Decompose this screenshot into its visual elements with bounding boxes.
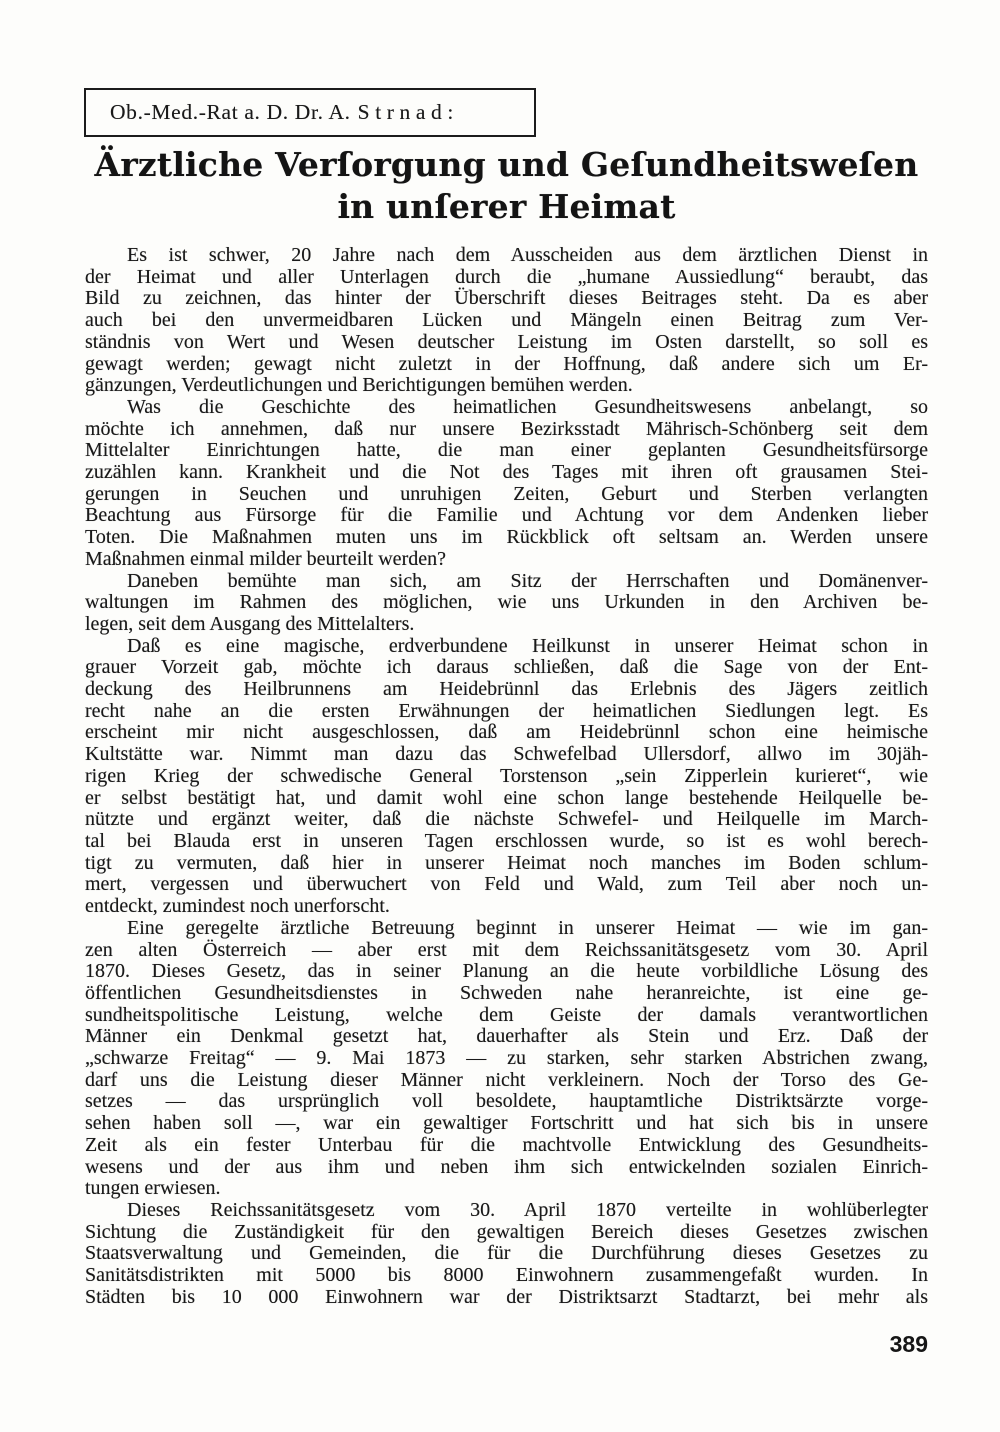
text-line: Toten. Die Maßnahmen muten uns im Rückblick oft seltsam an. Werden unsere — [85, 526, 928, 549]
text-line: grauer Vorzeit gab, möchte ich daraus schließen, daß die Sage von der Ent- — [85, 656, 928, 679]
paragraph — [85, 571, 928, 636]
text-line: Eine geregelte ärztliche Betreuung beginnt in unserer Heimat — wie im gan- — [127, 916, 928, 939]
text-line: ständnis von Wert und Wesen deutscher Leistung im Osten darstellt, so soll es — [85, 330, 928, 353]
text-line: Städten bis 10 000 Einwohnern war der Distriktsarzt Stadtarzt, bei mehr als — [85, 1285, 928, 1308]
text-line: zen alten Österreich — aber erst mit dem Reichssanitätsgesetz vom 30. April — [85, 938, 928, 961]
text-line: 1870. Dieses Gesetz, das in seiner Planung an die heute vorbildliche Lösung des — [85, 960, 928, 983]
text-line: möchte ich annehmen, daß nur unsere Bezirksstadt Mährisch-Schönberg seit dem — [85, 417, 928, 440]
text-line: gerungen in Seuchen und unruhigen Zeiten, Geburt und Sterben verlangten — [85, 482, 928, 505]
text-line: mert, vergessen und überwuchert von Feld und Wald, zum Teil aber noch un- — [85, 873, 928, 896]
text-line: tal bei Blauda erst in unseren Tagen erschlossen wurde, so ist es wohl berech- — [85, 829, 928, 852]
text-line: Dieses Reichssanitätsgesetz vom 30. April 1870 verteilte in wohlüberlegter — [127, 1198, 928, 1221]
article-title-line-1: Ärztliche Verſorgung und Geſundheitsweſen — [94, 145, 919, 184]
text-line: Mittelalter Einrichtungen hatte, die man einer geplanten Gesundheitsfürsorge — [85, 439, 928, 462]
text-line: Maßnahmen einmal milder beurteilt werden? — [85, 547, 446, 570]
paragraph — [85, 397, 928, 571]
text-line: Staatsverwaltung und Gemeinden, die für die Durchführung dieses Gesetzes zu — [85, 1242, 928, 1265]
author-box — [84, 88, 536, 137]
text-line: zuzählen kann. Krankheit und die Not des Tages mit ihren oft grausamen Stei- — [85, 461, 928, 484]
paragraph — [85, 636, 928, 918]
text-line: gewagt werden; gewagt nicht zuletzt in der Hoffnung, daß andere sich um Er- — [85, 352, 928, 375]
text-line: Beachtung aus Fürsorge für die Familie und Achtung vor dem Andenken lieber — [85, 504, 928, 527]
text-line: entdeckt, zumindest noch unerforscht. — [85, 895, 390, 918]
article-body — [85, 245, 928, 1308]
text-line: Daneben bemühte man sich, am Sitz der Herrschaften und Domänenver- — [127, 569, 928, 592]
text-line: Kultstätte war. Nimmt man dazu das Schwefelbad Ullersdorf, allwo im 30jäh- — [85, 743, 928, 766]
text-line: recht nahe an die ersten Erwähnungen der heimatlichen Siedlungen legt. Es — [85, 699, 928, 722]
author-label — [110, 100, 459, 125]
text-line: legen, seit dem Ausgang des Mittelalters. — [85, 612, 415, 635]
text-line: der Heimat und aller Unterlagen durch die „humane Aussiedlung“ beraubt, das — [85, 265, 928, 288]
author-name: Strnad — [357, 100, 448, 124]
text-line: er selbst bestätigt hat, und damit wohl eine schon lange bestehende Heilquelle be- — [85, 786, 928, 809]
text-line: Was die Geschichte des heimatlichen Gesundheitswesens anbelangt, so — [127, 395, 928, 418]
text-line: Sichtung die Zuständigkeit für den gewaltigen Bereich dieses Gesetzes zwischen — [85, 1220, 928, 1243]
article-title — [85, 144, 928, 228]
text-line: wesens und der aus ihm und neben ihm sich entwickelnden sozialen Einrich- — [85, 1155, 928, 1178]
text-line: tungen erwiesen. — [85, 1177, 221, 1200]
text-line: gänzungen, Verdeutlichungen und Berichtigungen bemühen werden. — [85, 374, 633, 397]
text-line: Bild zu zeichnen, das hinter der Überschrift dieses Beitrages steht. Da es aber — [85, 287, 928, 310]
text-line: Männer ein Denkmal gesetzt hat, dauerhafter als Stein und Erz. Daß der — [85, 1025, 928, 1048]
text-line: setzes — das ursprünglich voll besoldete, hauptamtliche Distriktsärzte vorge- — [85, 1090, 928, 1113]
paragraph — [85, 918, 928, 1200]
text-line: Es ist schwer, 20 Jahre nach dem Ausscheiden aus dem ärztlichen Dienst in — [127, 244, 928, 266]
paragraph — [85, 1200, 928, 1309]
text-line: öffentlichen Gesundheitsdienstes in Schweden nahe heranreichte, ist eine ge- — [85, 981, 928, 1004]
text-line: darf uns die Leistung dieser Männer nicht verkleinern. Noch der Torso des Ge- — [85, 1068, 928, 1091]
author-prefix: Ob.-Med.-Rat a. D. Dr. A. — [110, 100, 351, 124]
text-line: sehen haben soll —, war ein gewaltiger Fortschritt und hat sich bis in unsere — [85, 1112, 928, 1135]
text-line: sundheitspolitische Leistung, welche dem Geiste der damals verantwortlichen — [85, 1003, 928, 1026]
article-title-line-2: in unſerer Heimat — [337, 187, 676, 226]
text-line: auch bei den unvermeidbaren Lücken und Mängeln einen Beitrag zum Ver- — [85, 309, 928, 332]
text-line: nützte und ergänzt weiter, daß die nächste Schwefel- und Heilquelle im March- — [85, 808, 928, 831]
page-number: 389 — [889, 1331, 928, 1357]
text-line: Sanitätsdistrikten mit 5000 bis 8000 Einwohnern zusammengefaßt wurden. In — [85, 1264, 928, 1287]
text-line: tigt zu vermuten, daß hier in unserer Heimat noch manches im Boden schlum- — [85, 851, 928, 874]
paragraph — [85, 245, 928, 397]
text-line: „schwarze Freitag“ — 9. Mai 1873 — zu starken, sehr starken Abstrichen zwang, — [85, 1047, 928, 1070]
text-line: Daß es eine magische, erdverbundene Heilkunst in unserer Heimat schon in — [127, 634, 928, 657]
text-line: deckung des Heilbrunnens am Heidebrünnl das Erlebnis des Jägers zeitlich — [85, 678, 928, 701]
text-line: rigen Krieg der schwedische General Torstenson „sein Zipperlein kurieret“, wie — [85, 764, 928, 787]
author-colon: : — [447, 100, 459, 124]
text-line: Zeit als ein fester Unterbau für die machtvolle Entwicklung des Gesundheits- — [85, 1133, 928, 1156]
text-line: erscheint mir nicht ausgeschlossen, daß am Heidebrünnl schon eine heimische — [85, 721, 928, 744]
text-line: waltungen im Rahmen des möglichen, wie uns Urkunden in den Archiven be- — [85, 591, 928, 614]
